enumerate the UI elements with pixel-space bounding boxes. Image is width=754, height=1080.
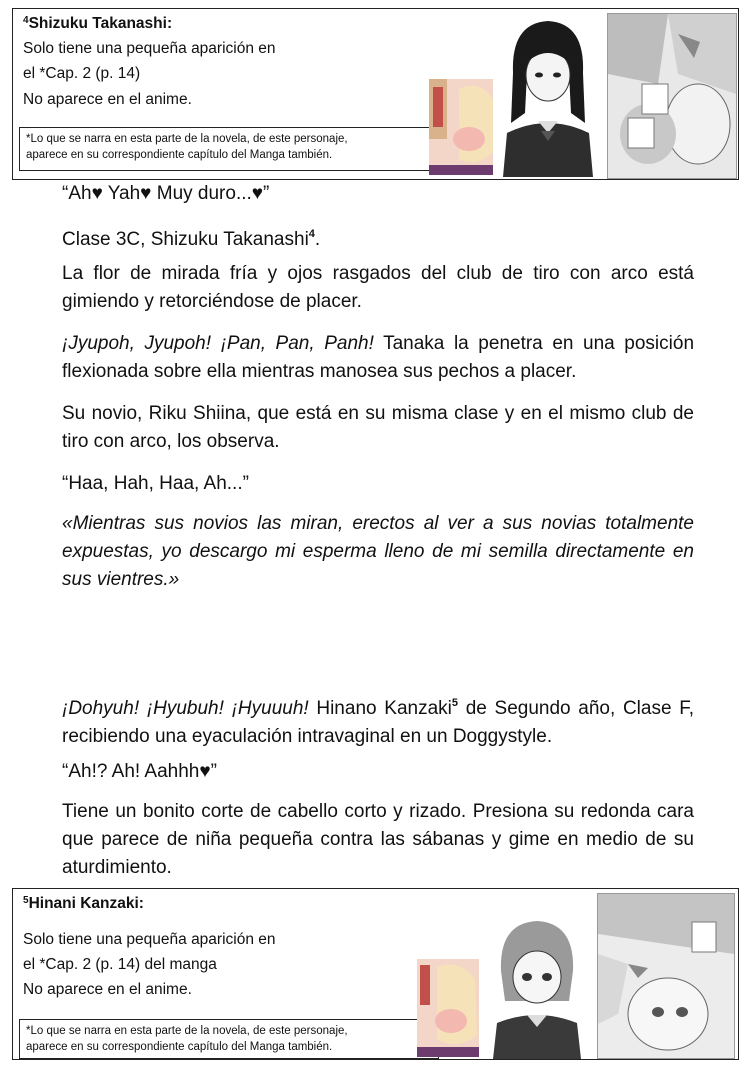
footnote-4-heading: $^4$Shizuku Takanashi: [23,15,173,32]
footnote-5-note-line-2: aparece en su correspondiente capítulo del Manga también. [26,1041,333,1053]
paragraph-1: “Ah♥ Yah♥ Muy duro...♥” [62,183,270,204]
manga-cover-illustration-2 [417,959,479,1057]
manga-panel-illustration [607,13,737,179]
paragraph-2: Clase 3C, Shizuku Takanashi$^4$. [62,228,321,250]
paragraph-9: “Ah!? Ah! Aahhh♥” [62,761,217,782]
manga-panel-illustration-2 [597,893,735,1059]
paragraph-7: «Mientras sus novios las miran, erectos al ver a sus novias totalmente expuestas, yo descargo mi esperma lleno de mi semilla directamente en sus vientres.» [62,513,694,590]
footnote-ref-4[interactable]: 4 [308,228,315,240]
character-portrait-illustration-2 [483,911,591,1059]
character-portrait-illustration [493,13,603,177]
paragraph-4: ¡Jyupoh, Jyupoh! ¡Pan, Pan, Panh! Tanaka la penetra en una posición flexionada sobre ella mientras manosea sus pechos a placer. [62,333,695,382]
footnote-5-line-1: Solo tiene una pequeña aparición en [23,931,276,948]
footnote-box-4 [12,8,739,180]
footnote-4-note-line-1: *Lo que se narra en esta parte de la novela, de este personaje, [26,133,348,145]
footnote-4-line-3: No aparece en el anime. [23,91,192,108]
footnote-4-note-line-2: aparece en su correspondiente capítulo del Manga también. [26,149,333,161]
footnote-4-line-1: Solo tiene una pequeña aparición en [23,40,276,57]
footnote-4-line-2: el *Cap. 2 (p. 14) [23,65,141,82]
paragraph-5: Su novio, Riku Shiina, que está en su misma clase y en el mismo club de tiro con arco, los observa. [62,403,694,452]
manga-cover-illustration [429,79,499,175]
paragraph-3: La flor de mirada fría y ojos rasgados del club de tiro con arco está gimiendo y retorciéndose de placer. [62,263,694,312]
paragraph-10: Tiene un bonito corte de cabello corto y rizado. Presiona su redonda cara que parece de niña pequeña contra las sábanas y gime en medio de su aturdimiento. [62,801,694,878]
footnote-ref-5[interactable]: 5 [451,697,458,709]
paragraph-6: “Haa, Hah, Haa, Ah...” [62,473,249,494]
footnote-4-note [19,127,439,171]
footnote-5-note-line-1: *Lo que se narra en esta parte de la novela, de este personaje, [26,1025,348,1037]
footnote-5-heading: $^5$Hinani Kanzaki: [23,895,144,912]
footnote-5-line-3: No aparece en el anime. [23,981,192,998]
footnote-5-line-2: el *Cap. 2 (p. 14) del manga [23,956,217,973]
footnote-5-note [19,1019,439,1059]
paragraph-8: ¡Dohyuh! ¡Hyubuh! ¡Hyuuuh! Hinano Kanzaki$^5$ de Segundo año, Clase F, recibiendo una eyaculación intravaginal en un Doggystyle. [62,697,695,747]
footnote-box-5 [12,888,739,1060]
